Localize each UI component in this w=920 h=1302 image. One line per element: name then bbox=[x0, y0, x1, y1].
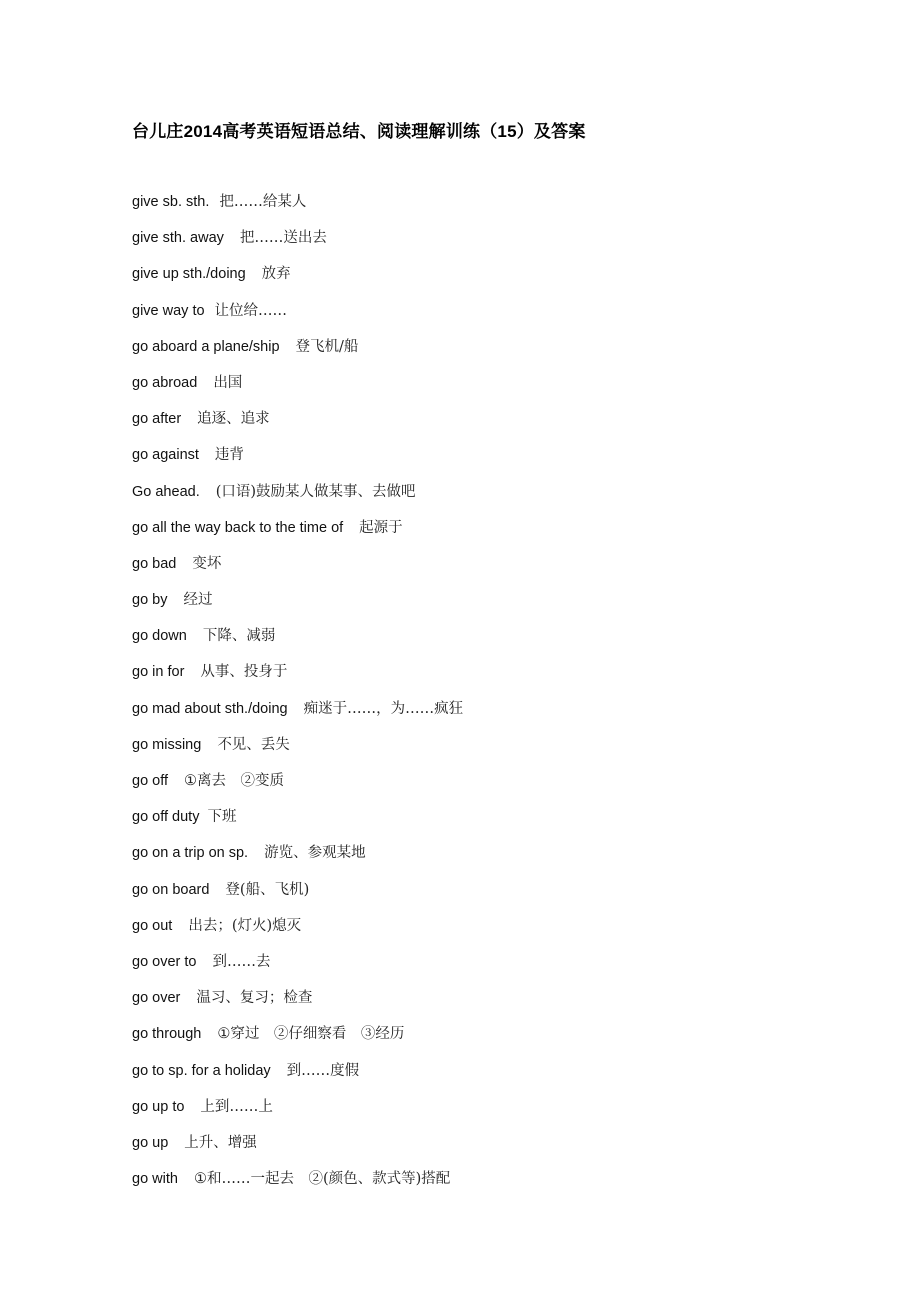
list-item bbox=[132, 373, 463, 409]
list-item bbox=[132, 1169, 463, 1205]
list-item bbox=[132, 301, 463, 337]
list-item bbox=[132, 988, 463, 1024]
list-item bbox=[132, 1133, 463, 1169]
english-phrase: go to sp. for a holiday bbox=[132, 1062, 271, 1079]
english-phrase: go against bbox=[132, 447, 199, 464]
chinese-meaning: 下班 bbox=[207, 809, 237, 826]
english-phrase: go missing bbox=[132, 736, 202, 753]
list-item bbox=[132, 880, 463, 916]
english-phrase: go on a trip on sp. bbox=[132, 845, 249, 862]
chinese-meaning: 温习、复习；检查 bbox=[196, 990, 313, 1007]
list-item bbox=[132, 952, 463, 988]
chinese-meaning: 追逐、追求 bbox=[197, 411, 270, 428]
chinese-meaning: 到……去 bbox=[212, 953, 271, 970]
phrase-list bbox=[132, 192, 463, 1205]
chinese-meaning: 到……度假 bbox=[286, 1062, 360, 1079]
list-item bbox=[132, 735, 463, 771]
english-phrase: go aboard a plane/ship bbox=[132, 338, 280, 355]
list-item bbox=[132, 916, 463, 952]
english-phrase: Go ahead. bbox=[132, 483, 200, 500]
chinese-meaning: 变坏 bbox=[192, 555, 222, 572]
chinese-meaning: 把……送出去 bbox=[239, 230, 327, 247]
chinese-meaning: 上升、增强 bbox=[184, 1134, 257, 1151]
list-item bbox=[132, 1024, 463, 1060]
list-item bbox=[132, 409, 463, 445]
english-phrase: go in for bbox=[132, 664, 185, 681]
chinese-meaning: 让位给…… bbox=[214, 302, 288, 319]
list-item bbox=[132, 445, 463, 481]
chinese-meaning: 出去；(灯火)熄灭 bbox=[188, 917, 302, 934]
chinese-meaning: 出国 bbox=[213, 374, 243, 391]
chinese-meaning: 违背 bbox=[214, 447, 244, 464]
english-phrase: go abroad bbox=[132, 374, 198, 391]
chinese-meaning: 经过 bbox=[183, 592, 213, 609]
list-item bbox=[132, 1097, 463, 1133]
english-phrase: go through bbox=[132, 1026, 202, 1043]
list-item bbox=[132, 807, 463, 843]
chinese-meaning: 放弃 bbox=[261, 266, 291, 283]
english-phrase: go bad bbox=[132, 555, 177, 572]
english-phrase: go on board bbox=[132, 881, 210, 898]
list-item bbox=[132, 337, 463, 373]
chinese-meaning: 把……给某人 bbox=[219, 194, 307, 210]
chinese-meaning: 登飞机/船 bbox=[295, 338, 359, 355]
english-phrase: go by bbox=[132, 592, 168, 609]
chinese-meaning: ①和……一起去 ②(颜色、款式等)搭配 bbox=[193, 1171, 451, 1188]
english-phrase: go out bbox=[132, 917, 173, 934]
chinese-meaning: 下降、减弱 bbox=[202, 628, 276, 645]
english-phrase: give sb. sth. bbox=[132, 194, 210, 210]
list-item bbox=[132, 771, 463, 807]
chinese-meaning: 痴迷于……，为……疯狂 bbox=[303, 700, 464, 717]
chinese-meaning: 起源于 bbox=[359, 519, 403, 536]
list-item bbox=[132, 228, 463, 264]
english-phrase: give up sth./doing bbox=[132, 266, 246, 283]
english-phrase: go up bbox=[132, 1134, 169, 1151]
document-title: 台儿庄2014高考英语短语总结、阅读理解训练（15）及答案 bbox=[132, 122, 586, 141]
chinese-meaning: ①离去 ②变质 bbox=[184, 773, 285, 789]
list-item bbox=[132, 192, 463, 228]
english-phrase: go with bbox=[132, 1171, 178, 1188]
list-item bbox=[132, 554, 463, 590]
english-phrase: go over to bbox=[132, 953, 197, 970]
chinese-meaning: ①穿过 ②仔细察看 ③经历 bbox=[217, 1026, 405, 1043]
chinese-meaning: 不见、丢失 bbox=[217, 736, 290, 753]
list-item bbox=[132, 482, 463, 518]
list-item bbox=[132, 626, 463, 662]
list-item bbox=[132, 1061, 463, 1097]
english-phrase: give way to bbox=[132, 302, 205, 319]
list-item bbox=[132, 699, 463, 735]
english-phrase: go down bbox=[132, 628, 187, 645]
english-phrase: go off duty bbox=[132, 809, 200, 826]
chinese-meaning: 游览、参观某地 bbox=[264, 845, 366, 862]
list-item bbox=[132, 264, 463, 300]
chinese-meaning: (口语)鼓励某人做某事、去做吧 bbox=[215, 483, 416, 500]
english-phrase: go over bbox=[132, 990, 181, 1007]
english-phrase: go up to bbox=[132, 1098, 185, 1115]
chinese-meaning: 从事、投身于 bbox=[200, 664, 288, 681]
english-phrase: go after bbox=[132, 411, 182, 428]
english-phrase: give sth. away bbox=[132, 230, 224, 247]
chinese-meaning: 登(船、飞机) bbox=[225, 881, 310, 898]
list-item bbox=[132, 590, 463, 626]
english-phrase: go off bbox=[132, 773, 169, 789]
list-item bbox=[132, 843, 463, 879]
english-phrase: go mad about sth./doing bbox=[132, 700, 288, 717]
english-phrase: go all the way back to the time of bbox=[132, 519, 344, 536]
list-item bbox=[132, 518, 463, 554]
list-item bbox=[132, 662, 463, 698]
chinese-meaning: 上到……上 bbox=[200, 1098, 273, 1115]
